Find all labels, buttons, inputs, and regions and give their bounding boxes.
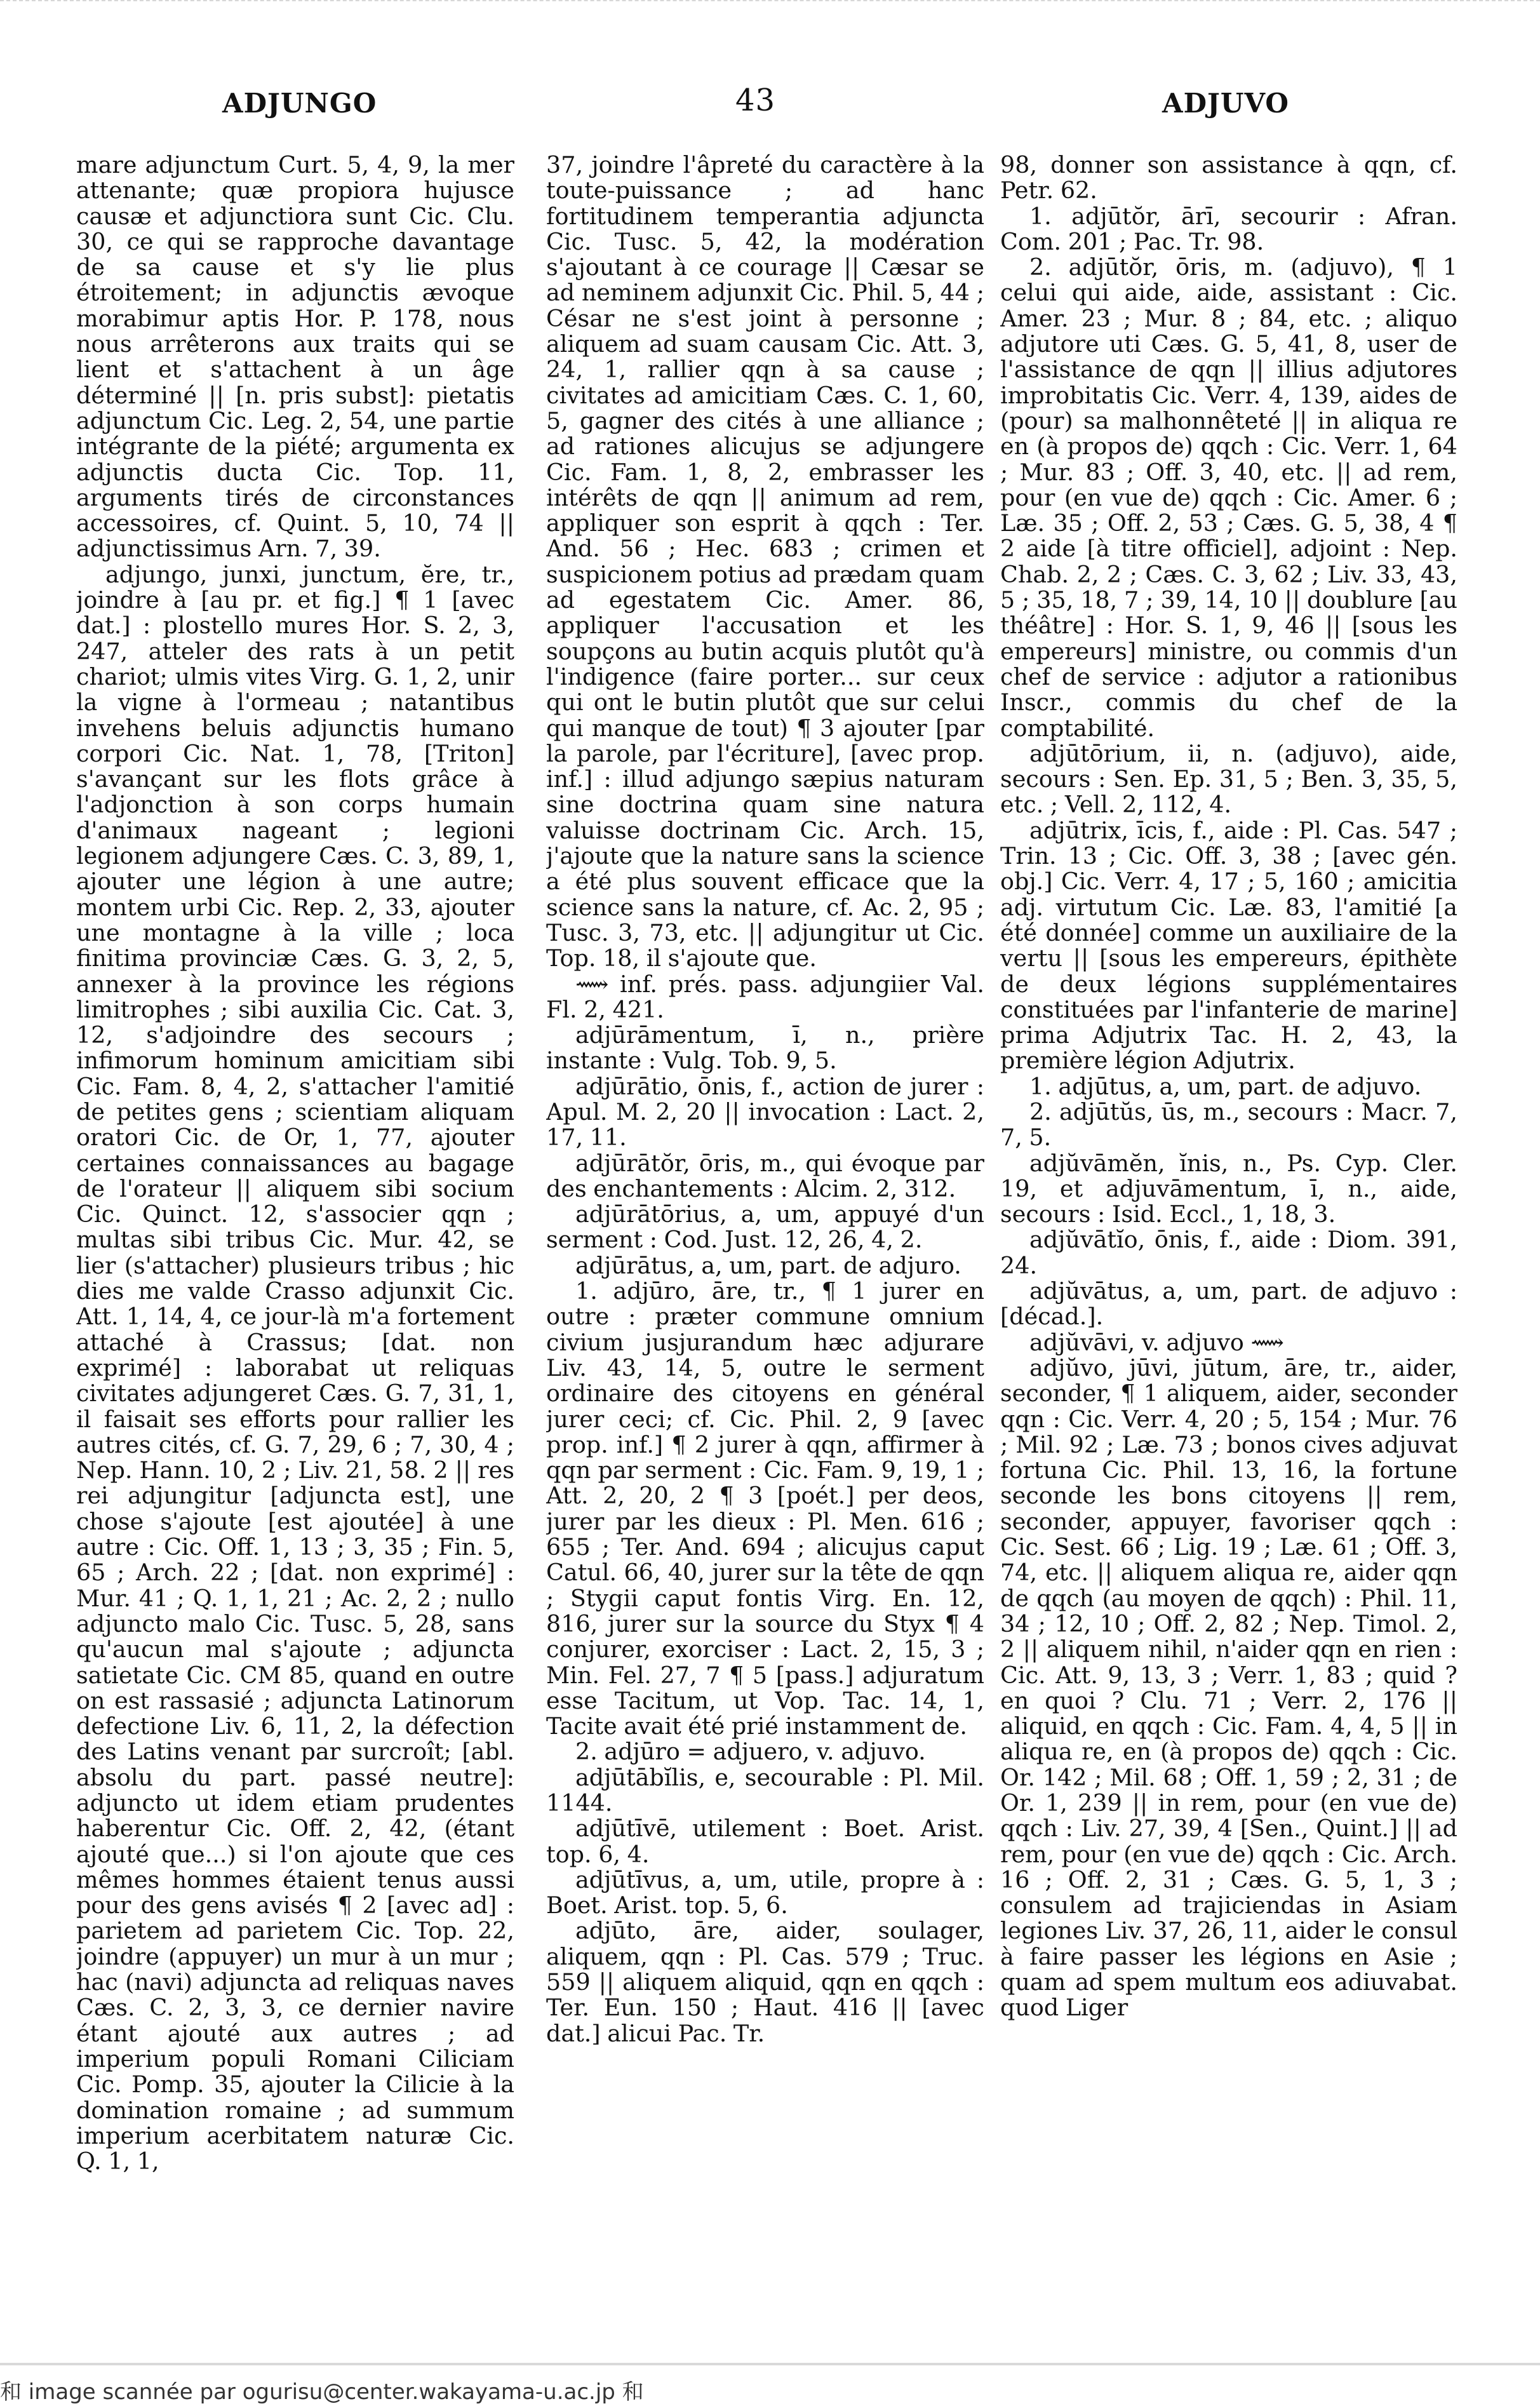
entry-adjuro-2: 2. adjūro = adjuero, v. adjuvo. bbox=[575, 1738, 926, 1766]
running-head-left: ADJUNGO bbox=[222, 88, 377, 119]
note-adjungiier: ⟿ inf. prés. pass. adjungiier Val. Fl. 2, 421. bbox=[546, 970, 984, 1023]
entry-adjutrix: adjūtrix, īcis, f., aide : Pl. Cas. 547 ; Trin. 13 ; Cic. Off. 3, 38 ; [avec gén. obj.] Cic. Verr. 4, 17 ; 5, 160 ; amicitia adj. virtutum Cic. Læ. 83, l'amitié [a été donnée] comme un auxiliaire de la vertu || [sous les empereurs, épithète de deux légions supplémentaires constituées par l'infanterie de marine] prima Adjutrix Tac. H. 2, 43, la première légion Adjutrix. bbox=[1000, 816, 1457, 1075]
entry-adjuratorius: adjūrātōrius, a, um, appuyé d'un serment : Cod. Just. 12, 26, 4, 2. bbox=[546, 1200, 984, 1254]
entry-adjuratus: adjūrātus, a, um, part. de adjuro. bbox=[575, 1251, 961, 1279]
entry-adjutorium: adjūtōrium, ii, n. (adjuvo), aide, secours : Sen. Ep. 31, 5 ; Ben. 3, 35, 5, etc. ; Vell. 2, 112, 4. bbox=[1000, 739, 1457, 819]
running-head-right: ADJUVO bbox=[1162, 88, 1289, 119]
entry-adjuvavi: adjŭvāvi, v. adjuvo ⟿ bbox=[1029, 1328, 1284, 1356]
page-number: 43 bbox=[735, 83, 776, 118]
entry-adjutivus: adjūtīvus, a, um, utile, propre à : Boet. Arist. top. 5, 6. bbox=[546, 1865, 984, 1919]
entry-adjutive: adjūtīvē, utilement : Boet. Arist. top. 6, 4. bbox=[546, 1815, 984, 1868]
footer-divider bbox=[0, 2363, 1540, 2365]
entry-adjutabilis: adjūtābĭlis, e, secourable : Pl. Mil. 1144. bbox=[546, 1763, 984, 1817]
entry-adjutor-1: 1. adjūtŏr, ārī, secourir : Afran. Com. 201 ; Pac. Tr. 98. bbox=[1000, 202, 1457, 255]
top-dashed-rule bbox=[0, 0, 1540, 6]
scan-credit-footer: 和 image scannée par ogurisu@center.wakayama-u.ac.jp 和 bbox=[0, 2379, 644, 2405]
entry-adjuvatus: adjŭvātus, a, um, part. de adjuvo : [décad.]. bbox=[1000, 1277, 1457, 1331]
entry-adjutus-1: 1. adjūtus, a, um, part. de adjuvo. bbox=[1029, 1072, 1422, 1100]
entry-adjutus-2: 2. adjūtŭs, ūs, m., secours : Macr. 7, 7, 5. bbox=[1000, 1098, 1457, 1152]
entry-adjurator: adjūrātŏr, ōris, m., qui évoque par des enchantements : Alcim. 2, 312. bbox=[546, 1149, 984, 1202]
text-column-2 bbox=[546, 152, 984, 2344]
entry-adjuto: adjūto, āre, aider, soulager, aliquem, qqn : Pl. Cas. 579 ; Truc. 559 || aliquem aliquid, qqn en qqch : Ter. Eun. 150 ; Haut. 416 || [avec dat.] alicui Pac. Tr. bbox=[546, 1917, 984, 2047]
entry-adjuramentum: adjūrāmentum, ī, n., prière instante : Vulg. Tob. 9, 5. bbox=[546, 1021, 984, 1075]
continued-entry-adjungo: 37, joindre l'âpreté du caractère à la toute-puissance ; ad hanc fortitudinem temperantia adjuncta Cic. Tusc. 5, 42, la modération s'ajoutant à ce courage || Cæsar se ad neminem adjunxit Cic. Phil. 5, 44 ; César ne s'est joint à personne ; aliquem ad suam causam Cic. Att. 3, 24, 1, rallier qqn à sa cause ; civitates ad amicitiam Cæs. C. 1, 60, 5, gagner des cités à une alliance ; ad rationes alicujus se adjungere Cic. Fam. 1, 8, 2, embrasser les intérêts de qqn || animum ad rem, appliquer son esprit à qqch : Ter. And. 56 ; Hec. 683 ; crimen et suspicionem potius ad prædam quam ad egestatem Cic. Amer. 86, appliquer l'accusation et les soupçons au butin acquis plutôt qu'à l'indigence (faire porter... sur ceux qui ont le butin plutôt que sur celui qui manque de tout) ¶ 3 ajouter [par la parole, par l'écriture], [avec prop. inf.] : illud adjungo sæpius naturam sine doctrina quam sine natura valuisse doctrinam Cic. Arch. 15, j'ajoute que la nature sans la science a été plus souvent efficace que la science sans la nature, cf. Ac. 2, 95 ; Tusc. 3, 73, etc. || adjungitur ut Cic. Top. 18, il s'ajoute que. bbox=[546, 152, 984, 972]
entry-adjuvo: adjŭvo, jūvi, jūtum, āre, tr., aider, seconder, ¶ 1 aliquem, aider, seconder qqn : Cic. Verr. 4, 20 ; 5, 154 ; Mur. 76 ; Mil. 92 ; Læ. 73 ; bonos cives adjuvat fortuna Cic. Phil. 13, 16, la fortune seconde les bons citoyens || rem, seconder, appuyer, favoriser qqch : Cic. Sest. 66 ; Lig. 19 ; Læ. 61 ; Off. 3, 74, etc. || aliquem aliqua re, aider qqn de qqch (au moyen de qqch) : Phil. 11, 34 ; 12, 10 ; Off. 2, 82 ; Nep. Timol. 2, 2 || aliquem nihil, n'aider qqn en rien : Cic. Att. 9, 13, 3 ; Verr. 1, 83 ; quid ? en quoi ? Clu. 71 ; Verr. 2, 176 || aliquid, en qqch : Cic. Fam. 4, 4, 5 || in aliqua re, en (à propos de) qqch : Cic. Or. 142 ; Mil. 68 ; Off. 1, 59 ; 2, 31 ; de Or. 1, 239 || in rem, pour (en vue de) qqch : Liv. 27, 39, 4 [Sen., Quint.] || ad rem, pour (en vue de) qqch : Cic. Arch. 16 ; Off. 2, 31 ; Cæs. G. 5, 1, 3 ; consulem ad trajiciendas in Asiam legiones Liv. 37, 26, 11, aider le consul à faire passer les légions en Asie ; quam ad spem multum eos adiuvabat. quod Liger bbox=[1000, 1354, 1457, 2022]
continued-entry-adjuto: 98, donner son assistance à qqn, cf. Petr. 62. bbox=[1000, 152, 1457, 205]
entry-adjuro-1: 1. adjūro, āre, tr., ¶ 1 jurer en outre : præter commune omnium civium jusjurandum hæc adjurare Liv. 43, 14, 5, outre le serment ordinaire des citoyens en général jurer ceci; cf. Cic. Phil. 2, 9 [avec prop. inf.] ¶ 2 jurer à qqn, affirmer à qqn par serment : Cic. Fam. 9, 19, 1 ; Att. 2, 20, 2 ¶ 3 [poét.] per deos, jurer par les dieux : Pl. Men. 616 ; 655 ; Ter. And. 694 ; alicujus caput Catul. 66, 40, jurer sur la tête de qqn ; Stygii caput fontis Virg. En. 12, 816, jurer sur la source du Styx ¶ 4 conjurer, exorciser : Lact. 2, 15, 3 ; Min. Fel. 27, 7 ¶ 5 [pass.] adjuratum esse Tacitum, ut Vop. Tac. 14, 1, Tacite avait été prié instamment de. bbox=[546, 1277, 984, 1740]
entry-adjutor-2: 2. adjūtŏr, ōris, m. (adjuvo), ¶ 1 celui qui aide, aide, assistant : Cic. Amer. 23 ; Mur. 8 ; 84, etc. ; aliquo adjutore uti Cæs. G. 5, 41, 8, user de l'assistance de qqn || illius adjutores improbitatis Cic. Verr. 4, 139, aides de (pour) sa malhonnêteté || in aliqua re en (à propos de) qqch : Cic. Verr. 1, 64 ; Mur. 83 ; Off. 3, 40, etc. || ad rem, pour (en vue de) qqch : Cic. Amer. 6 ; Læ. 35 ; Off. 2, 53 ; Cæs. G. 5, 38, 4 ¶ 2 aide [à titre officiel], adjoint : Nep. Chab. 2, 2 ; Cæs. C. 3, 62 ; Liv. 33, 43, 5 ; 35, 18, 7 ; 39, 14, 10 || doublure [au théâtre] : Hor. S. 1, 9, 46 || [sous les empereurs] ministre, ou commis d'un chef de service : adjutor a rationibus Inscr., commis du chef de la comptabilité. bbox=[1000, 253, 1457, 742]
entry-adjuratio: adjūrātio, ōnis, f., action de jurer : Apul. M. 2, 20 || invocation : Lact. 2, 17, 11. bbox=[546, 1072, 984, 1152]
text-column-1 bbox=[76, 152, 514, 2344]
entry-adjungo: adjungo, junxi, junctum, ĕre, tr., joindre à [au pr. et fig.] ¶ 1 [avec dat.] : plostello mures Hor. S. 2, 3, 247, atteler des rats à un petit chariot; ulmis vites Virg. G. 1, 2, unir la vigne à l'ormeau ; natantibus invehens beluis adjunctis humano corpori Cic. Nat. 1, 78, [Triton] s'avançant sur les flots grâce à l'adjonction à son corps humain d'animaux nageant ; legioni legionem adjungere Cæs. C. 3, 89, 1, ajouter une légion à une autre; montem urbi Cic. Rep. 2, 33, ajouter une montagne à la ville ; loca finitima provinciæ Cæs. G. 3, 2, 5, annexer à la province les régions limitrophes ; sibi auxilia Cic. Cat. 3, 12, s'adjoindre des secours ; infimorum hominum amicitiam sibi Cic. Fam. 8, 4, 2, s'attacher l'amitié de petites gens ; scientiam aliquam oratori Cic. de Or, 1, 77, ajouter certaines connaissances au bagage de l'orateur || aliquem sibi socium Cic. Quinct. 12, s'associer qqn ; multas sibi tribus Cic. Mur. 42, se lier (s'attacher) plusieurs tribus ; hic dies me valde Crasso adjunxit Cic. Att. 1, 14, 4, ce jour-là m'a fortement attaché à Crassus; [dat. non exprimé] : laborabat ut reliquas civitates adjungeret Cæs. G. 7, 31, 1, il faisait ses efforts pour rallier les autres cités, cf. G. 7, 29, 6 ; 7, 30, 4 ; Nep. Hann. 10, 2 ; Liv. 21, 58. 2 || res rei adjungitur [adjuncta est], une chose s'ajoute [est ajoutée] à une autre : Cic. Off. 1, 13 ; 3, 35 ; Fin. 5, 65 ; Arch. 22 ; [dat. non exprimé] : Mur. 41 ; Q. 1, 1, 21 ; Ac. 2, 2 ; nullo adjuncto malo Cic. Tusc. 5, 28, sans qu'aucun mal s'ajoute ; adjuncta satietate Cic. CM 85, quand en outre on est rassasié ; adjuncta Latinorum defectione Liv. 6, 11, 2, la défection des Latins venant par surcroît; [abl. absolu du part. passé neutre]: adjuncto ut idem etiam prudentes haberentur Cic. Off. 2, 42, (étant ajouté que...) si l'on ajoute que ces mêmes hommes étaient tenus aussi pour des gens avisés ¶ 2 [avec ad] : parietem ad parietem Cic. Top. 22, joindre (appuyer) un mur à un mur ; hac (navi) adjuncta ad reliquas naves Cæs. C. 2, 3, 3, ce dernier navire étant ajouté aux autres ; ad imperium populi Romani Ciliciam Cic. Pomp. 35, ajouter la Cilicie à la domination romaine ; ad summum imperium acerbitatem naturæ Cic. Q. 1, 1, bbox=[76, 560, 514, 2175]
continued-entry-adjunctus: mare adjunctum Curt. 5, 4, 9, la mer attenante; quæ propiora hujusce causæ et adjunctiora sunt Cic. Clu. 30, ce qui se rapproche davantage de sa cause et s'y lie plus étroitement; in adjunctis ævoque morabimur aptis Hor. P. 178, nous nous arrêterons aux traits qui se lient et s'attachent à un âge déterminé || [n. pris subst]: pietatis adjunctum Cic. Leg. 2, 54, une partie intégrante de la piété; argumenta ex adjunctis ducta Cic. Top. 11, arguments tirés de circonstances accessoires, cf. Quint. 5, 10, 74 || adjunctissimus Arn. 7, 39. bbox=[76, 152, 514, 563]
entry-adjuvatio: adjŭvātĭo, ōnis, f., aide : Diom. 391, 24. bbox=[1000, 1226, 1457, 1279]
entry-adjuvamen: adjŭvāmĕn, ĭnis, n., Ps. Cyp. Cler. 19, et adjuvāmentum, ī, n., aide, secours : Isid. Eccl., 1, 18, 3. bbox=[1000, 1149, 1457, 1228]
text-column-3 bbox=[1000, 152, 1457, 2344]
